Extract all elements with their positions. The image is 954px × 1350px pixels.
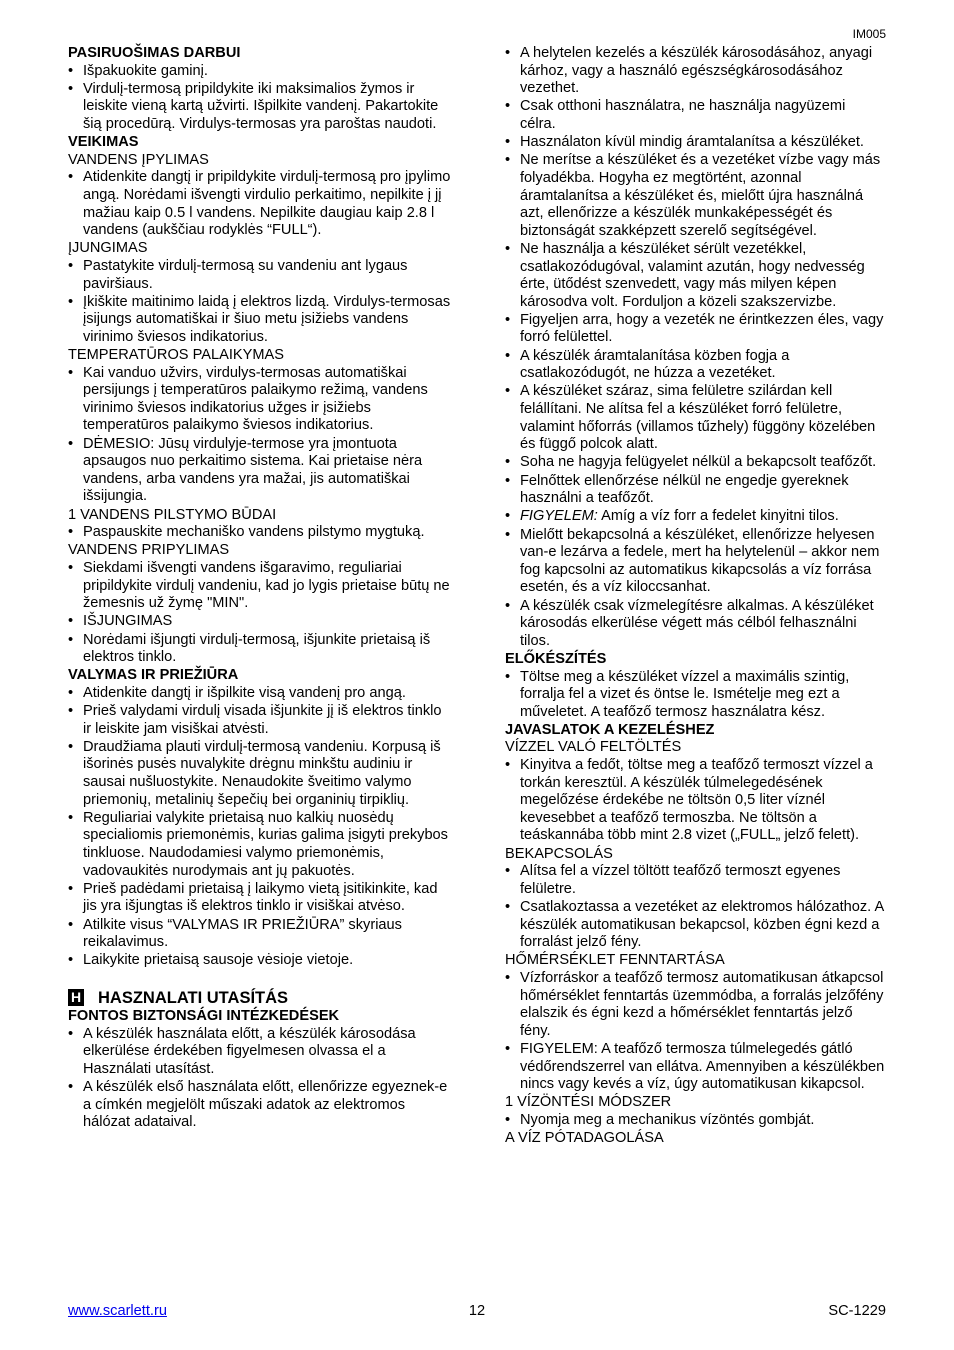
list-item: • A készülék használata előtt, a készülék károsodása elkerülése érdekében figyelmesen olvassa el a Használati utasítást. xyxy=(68,1026,452,1079)
list-keep-warm xyxy=(68,365,452,506)
list-item: • Virdulį-termosą pripildykite iki maksimalios žymos ir leiskite vieną kartą užvirti. Išpilkite vandenį. Pakartokite šią procedūrą. Virdulys-termosas yra paroštas naudoti. xyxy=(68,81,452,134)
list-item: • Atilkite visus “VALYMAS IR PRIEŽIŪRA” skyriaus reikalavimus. xyxy=(68,917,452,952)
subheading-switching-on: ĮJUNGIMAS xyxy=(68,240,148,257)
list-item: • Soha ne hagyja felügyelet nélkül a bekapcsolt teafőzőt. xyxy=(505,454,885,472)
heading-safety: FONTOS BIZTONSÁGI INTÉZKEDÉSEK xyxy=(68,1007,340,1024)
list-item: • Alítsa fel a vízzel töltött teafőző termoszt egyenes felületre. xyxy=(505,863,885,898)
page-number: 12 xyxy=(468,1303,486,1319)
list-item-warning xyxy=(505,508,885,526)
list-switch-on-hu xyxy=(505,863,885,952)
list-item: • Csak otthoni használatra, ne használja nagyüzemi célra. xyxy=(505,98,885,133)
heading-cleaning: VALYMAS IR PRIEŽIŪRA xyxy=(68,667,239,684)
list-item: • FIGYELEM: A teafőző termosza túlmelegedés gátló védőrendszerrel van ellátva. Amennyiben a készülékben nincs vagy kevés a víz, úgy automatikusan kikapcsol. xyxy=(505,1041,885,1094)
warning-label: FIGYELEM: xyxy=(520,508,598,525)
list-item: • Kinyitva a fedőt, töltse meg a teafőző termoszt vízzel a torkán keresztül. A készülék túlmelegedésének megelőzése érdekébe ne töltsön 0,5 liter víznél kevesebbet a teafőző termoszba. Ne töltsön a teáskannába több mint 2.8 vizet („FULL„ jelző felett). xyxy=(505,757,885,845)
list-cleaning xyxy=(68,685,452,970)
list-item: • Pastatykite virdulį-termosą su vandeniu ant lygaus paviršiaus. xyxy=(68,258,452,293)
warning-text: Amíg a víz forr a fedelet kinyitni tilos. xyxy=(597,508,839,525)
list-item: • Atidenkite dangtį ir išpilkite visą vandenį pro angą. xyxy=(68,685,452,703)
list-item: • IŠJUNGIMAS xyxy=(68,613,452,631)
list-item: • DĖMESIO: Jūsų virdulyje-termose yra įmontuota apsaugos nuo perkaitimo sistema. Kai prietaise nėra vandens, arba vandens yra mažai, jis automatiškai išsijungia. xyxy=(68,436,452,506)
list-item: • Nyomja meg a mechanikus vízöntés gombját. xyxy=(505,1112,885,1130)
subheading-dispensing-hu: 1 VÍZÖNTÉSI MÓDSZER xyxy=(505,1094,672,1111)
subheading-switch-on-hu: BEKAPCSOLÁS xyxy=(505,845,613,862)
website-link[interactable]: www.scarlett.ru xyxy=(68,1303,167,1319)
list-item: • Felnőttek ellenőrzése nélkül ne engedje gyereknek használni a teafőzőt. xyxy=(505,473,885,508)
list-preparation xyxy=(68,63,452,134)
right-column xyxy=(505,45,885,1148)
subheading-keep-warm: TEMPERATŪROS PALAIKYMAS xyxy=(68,347,284,364)
list-item: • Ne használja a készüléket sérült vezetékkel, csatlakozódugóval, valamint azután, hogy nedvesség érte, ütődést szenvedett, vagy más milyen képen károsodva volt. Forduljon a közeli szakszervizbe. xyxy=(505,241,885,311)
list-item: • A készüléket száraz, sima felületre szilárdan kell felállítani. Ne alítsa fel a készüléket forró felületre, valamint hőforrás (villamos tűzhely) függöny közelében és függő polcok alatt. xyxy=(505,383,885,453)
list-item: • Csatlakoztassa a vezetéket az elektromos hálózathoz. A készülék automatikusan bekapcsol, közben égni kezd a forralást jelző fény. xyxy=(505,899,885,952)
list-item: • Töltse meg a készüléket vízzel a maximális szintig, forralja fel a vizet és öntse le. Ismételje meg ezt a műveletet. A teafőző termosz használatra kész. xyxy=(505,669,885,722)
section-title-text: HASZNALATI UTASÍTÁS xyxy=(98,988,289,1007)
list-safety-final xyxy=(505,527,885,651)
subheading-refilling: VANDENS PRIPYLIMAS xyxy=(68,542,230,559)
list-dispensing xyxy=(68,524,452,542)
list-item: • A készülék áramtalanítása közben fogja a csatlakozódugót, ne húzza a vezetéket. xyxy=(505,348,885,383)
subheading-refill-hu: A VÍZ PÓTADAGOLÁSA xyxy=(505,1130,664,1147)
list-preparation-hu xyxy=(505,669,885,722)
heading-usage-hu: JAVASLATOK A KEZELÉSHEZ xyxy=(505,721,715,738)
list-item: • A készülék csak vízmelegítésre alkalmas. A készüléket károsodás elkerülése végett más célból felhasználni tilos. xyxy=(505,598,885,651)
list-filling-hu xyxy=(505,757,885,845)
list-item: • Atidenkite dangtį ir pripildykite virdulį-termosą pro įpylimo angą. Norėdami išvengti virdulio perkaitimo, nepilkite į jį mažiau kaip 0.5 l vandens. Nepilkite daugiau kaip 2.8 l vandens (aukščiau rodyklės “FULL“). xyxy=(68,169,452,239)
list-item: • Išpakuokite gaminį. xyxy=(68,63,452,81)
list-item: • Siekdami išvengti vandens išgaravimo, reguliariai pripildykite virdulį vandeniu, kad jo lygis prietaise būtų ne žemesnis už žymę "MIN". xyxy=(68,560,452,613)
left-column xyxy=(68,45,452,1132)
list-dispensing-hu xyxy=(505,1112,885,1130)
list-item: • Ne merítse a készüléket és a vezetéket vízbe vagy más folyadékba. Hogyha ez megtörtént, azonnal áramtalanítsa a készüléket és, mielőtt újra használná azt, ellenőrizze a készülék munkaképességét és biztonságát szakképzett szerelő segítségével. xyxy=(505,152,885,240)
heading-preparation: PASIRUOŠIMAS DARBUI xyxy=(68,45,241,61)
heading-preparation-hu: ELŐKÉSZÍTÉS xyxy=(505,650,607,667)
list-item: • A helytelen kezelés a készülék károsodásához, anyagi kárhoz, vagy a használó egészségkárosodásához vezethet. xyxy=(505,45,885,98)
list-safety xyxy=(68,1026,452,1132)
heading-operation: VEIKIMAS xyxy=(68,134,139,151)
list-item: • Norėdami išjungti virdulį-termosą, išjunkite prietaisą iš elektros tinklo. xyxy=(68,632,452,667)
list-safety-continued xyxy=(505,45,885,526)
list-item: • Paspauskite mechaniško vandens pilstymo mygtuką. xyxy=(68,524,452,542)
list-item: • A készülék első használata előtt, ellenőrizze egyeznek-e a címkén megjelölt műszaki adatok az elektromos hálózat adataival. xyxy=(68,1079,452,1132)
subheading-dispensing: 1 VANDENS PILSTYMO BŪDAI xyxy=(68,506,277,523)
subheading-water-filling: VANDENS ĮPYLIMAS xyxy=(68,151,209,168)
language-badge: H xyxy=(68,989,84,1006)
subheading-filling-hu: VÍZZEL VALÓ FELTÖLTÉS xyxy=(505,739,682,756)
list-item: • Įkiškite maitinimo laidą į elektros lizdą. Virdulys-termosas įsijungs automatiškai ir šiuo metu įsižiebs vandens virinimo šviesos indikatorius. xyxy=(68,294,452,347)
subheading-keep-warm-hu: HŐMÉRSÉKLET FENNTARTÁSA xyxy=(505,952,725,969)
document-id: IM005 xyxy=(852,27,886,41)
list-item: • Laikykite prietaisą sausoje vėsioje vietoje. xyxy=(68,952,452,970)
list-switching-on xyxy=(68,258,452,347)
list-item: • Mielőtt bekapcsolná a készüléket, ellenőrizze helyesen van-e lezárva a fedele, mert ha helytelenül – akkor nem fog kapcsolni az automatikus kikapcsolás a víz forrása esetén, és a víz kiloccsanhat. xyxy=(505,527,885,597)
list-item: • Prieš valydami virdulį visada išjunkite jį iš elektros tinklo ir leiskite jam visiškai atvėsti. xyxy=(68,703,452,738)
list-refilling xyxy=(68,560,452,667)
model-number: SC-1229 xyxy=(828,1303,886,1319)
list-item: • Vízforráskor a teafőző termosz automatikusan átkapcsol hőmérséklet fenntartás üzemmódba, a forralás jelzőfény elalszik és égni kezd a hőmérséklet fenntartás jelző fény. xyxy=(505,970,885,1040)
list-item: • Prieš padėdami prietaisą į laikymo vietą įsitikinkite, kad jis yra išjungtas iš elektros tinklo ir visiškai atvėso. xyxy=(68,881,452,916)
list-item: • Reguliariai valykite prietaisą nuo kalkių nuosėdų specialiomis priemonėmis, kurias galima įsigyti prekybos tinkluose. Naudodamiesi valymo priemonėmis, vadovaukitės nurodymais ant jų pakuotės. xyxy=(68,810,452,880)
list-item: • Kai vanduo užvirs, virdulys-termosas automatiškai persijungs į temperatūros palaikymo režimą, vandens virinimo šviesos indikatorius užges ir įsižiebs temperatūros palaikymo šviesos indikatorius. xyxy=(68,365,452,435)
page-footer xyxy=(68,1303,886,1321)
list-item: • Figyeljen arra, hogy a vezeték ne érintkezzen éles, vagy forró felülettel. xyxy=(505,312,885,347)
section-title-hungarian xyxy=(68,988,452,1008)
list-water-filling xyxy=(68,169,452,239)
list-item: • Használaton kívül mindig áramtalanítsa a készüléket. xyxy=(505,134,885,152)
list-item: • Draudžiama plauti virdulį-termosą vandeniu. Korpusą iš išorinės pusės nuvalykite drėgnu minkštu audiniu ir sausai nušluostykite. Nenaudokite šveitimo valymo priemonių, metalinių šepečių bei organinių tirpiklių. xyxy=(68,739,452,809)
list-keep-warm-hu xyxy=(505,970,885,1094)
